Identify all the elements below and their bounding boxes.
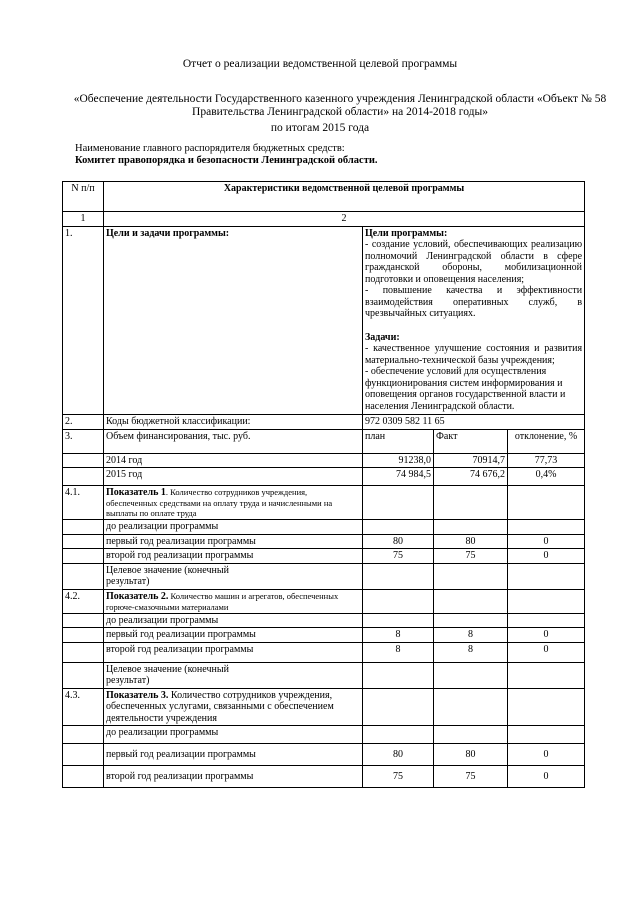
indicator-2-description: Количество машин и агрегатов, обеспеченных горюче-смазочными материалами [106, 590, 339, 612]
row-num: 4.3. [63, 688, 104, 726]
first-year-label: первый год реализации программы [104, 534, 363, 549]
goal-item: - повышение качества и эффективности взаимодействия оперативных служб, в чрезвычайных ситуациях. [365, 285, 583, 319]
financing-label: Объем финансирования, тыс. руб. [104, 429, 363, 453]
col-plan: план [363, 429, 434, 453]
indicator-3-description: Количество сотрудников учреждения, обеспеченных услугами, связанными с обеспечением деятельности учреждения [106, 689, 334, 724]
goals-label: Цели и задачи программы: [104, 226, 363, 415]
second-year-label: второй год реализации программы [104, 766, 363, 788]
deviation-value: 0 [508, 534, 585, 549]
col-deviation: отклонение, % [508, 429, 585, 453]
target-value-label: Целевое значение (конечный результат) [104, 563, 363, 589]
task-item: - обеспечение условий для осуществления функционирования систем информирования и оповещения органов государственной власти и населения Ленинградской области. [365, 366, 566, 412]
plan-value: 8 [363, 642, 434, 662]
row-num: 3. [63, 429, 104, 453]
empty-cell [63, 468, 104, 486]
budget-codes-value: 972 0309 582 11 65 [363, 415, 585, 430]
indicator-2-text [104, 589, 363, 613]
second-year-label: второй год реализации программы [104, 642, 363, 662]
col-index-2: 2 [104, 212, 585, 227]
before-program-label: до реализации программы [104, 726, 363, 744]
fact-value: 75 [434, 549, 508, 564]
fact-value: 8 [434, 642, 508, 662]
second-year-label: второй год реализации программы [104, 549, 363, 564]
year-label: 2014 год [104, 453, 363, 468]
first-year-label: первый год реализации программы [104, 628, 363, 643]
target-value-label: Целевое значение (конечный результат) [104, 662, 363, 688]
task-item: - качественное улучшение состояния и развития материально-технической базы учреждения; [365, 343, 583, 366]
plan-value: 80 [363, 744, 434, 766]
budget-codes-label: Коды бюджетной классификации: [104, 415, 363, 430]
deviation-value: 0 [508, 549, 585, 564]
fact-value: 80 [434, 744, 508, 766]
fact-value: 74 676,2 [434, 468, 508, 486]
indicator-2-title: Показатель 2. [106, 590, 169, 602]
row-num: 4.1. [63, 486, 104, 520]
manager-name: Комитет правопорядка и безопасности Ленинградской области. [75, 155, 378, 166]
deviation-value: 77,73 [508, 453, 585, 468]
col-index-1: 1 [63, 212, 104, 227]
deviation-value: 0 [508, 628, 585, 643]
indicator-1-text [104, 486, 363, 520]
indicator-3-title: Показатель 3. [106, 689, 169, 701]
year-label: 2015 год [104, 468, 363, 486]
col-char-header: Характеристики ведомственной целевой программы [104, 182, 585, 212]
manager-label: Наименование главного распорядителя бюджетных средств: [75, 143, 345, 154]
before-program-label: до реализации программы [104, 613, 363, 628]
first-year-label: первый год реализации программы [104, 744, 363, 766]
deviation-value: 0 [508, 744, 585, 766]
plan-value: 75 [363, 549, 434, 564]
deviation-value: 0 [508, 642, 585, 662]
indicator-1-title: Показатель 1 [106, 487, 166, 498]
fact-value: 80 [434, 534, 508, 549]
plan-value: 8 [363, 628, 434, 643]
deviation-value: 0,4% [508, 468, 585, 486]
col-num-header: N п/п [63, 182, 104, 212]
report-title: Отчет о реализации ведомственной целевой программы [182, 58, 458, 70]
before-program-label: до реализации программы [104, 520, 363, 535]
row-num: 1. [63, 226, 104, 415]
fact-value: 75 [434, 766, 508, 788]
tasks-title: Задачи: [365, 331, 400, 343]
fact-value: 8 [434, 628, 508, 643]
deviation-value: 0 [508, 766, 585, 788]
indicator-1-description: . Количество сотрудников учреждения, обеспеченных средствами на оплату труда и начисленными на выплаты по оплате труда [106, 487, 333, 518]
program-table [62, 181, 585, 788]
report-period: по итогам 2015 года [270, 122, 370, 134]
plan-value: 80 [363, 534, 434, 549]
plan-value: 91238,0 [363, 453, 434, 468]
program-name: «Обеспечение деятельности Государственного казенного учреждения Ленинградской области «Объект № 58 Правительства Ленинградской области» на 2014-2018 годы» [73, 93, 607, 118]
plan-value: 74 984,5 [363, 468, 434, 486]
fact-value: 70914,7 [434, 453, 508, 468]
goals-title: Цели программы: [365, 227, 448, 239]
plan-value: 75 [363, 766, 434, 788]
row-num: 4.2. [63, 589, 104, 613]
goal-item: - создание условий, обеспечивающих реализацию полномочий Ленинградской области в сфере гражданской обороны, мобилизационной подготовки и оповещения населения; [365, 239, 583, 285]
empty-cell [63, 453, 104, 468]
col-fact: Факт [434, 429, 508, 453]
row-num: 2. [63, 415, 104, 430]
goals-content [363, 226, 585, 415]
indicator-3-text [104, 688, 363, 726]
